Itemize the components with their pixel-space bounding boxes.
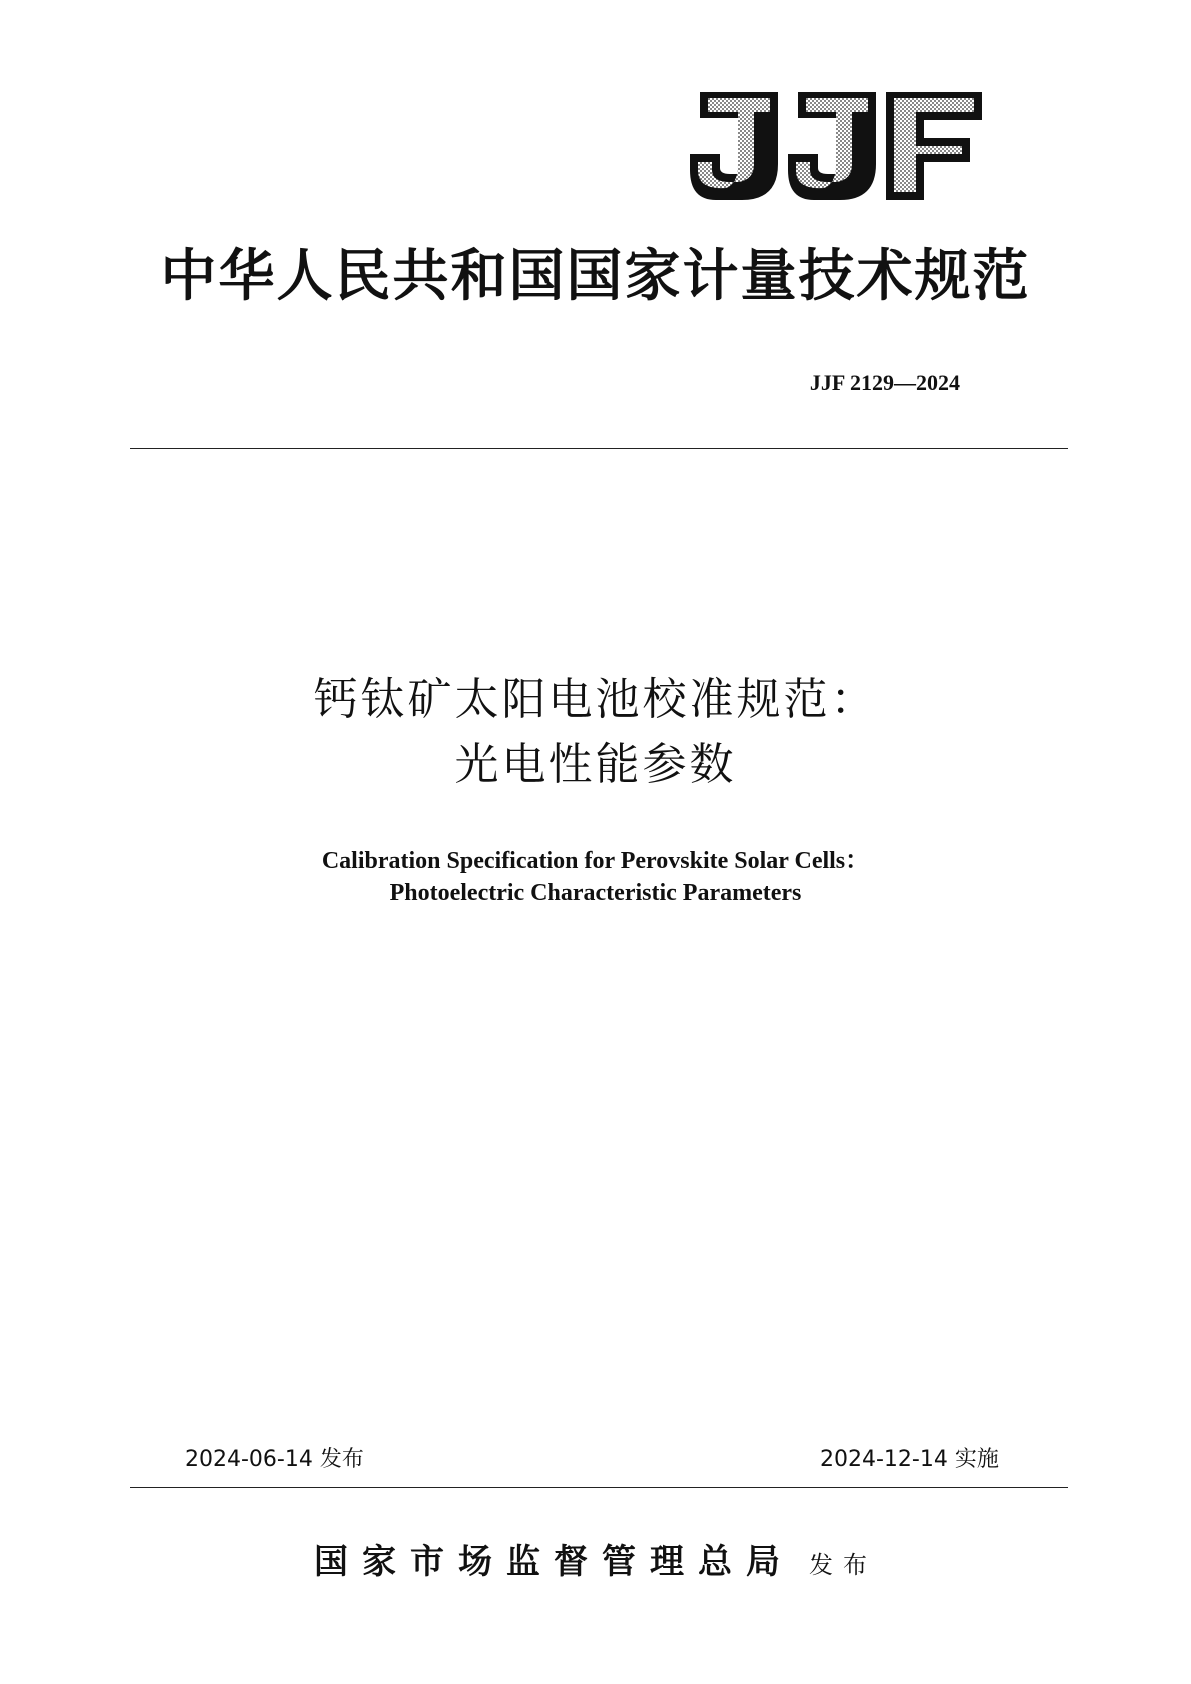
english-title-line-1: Calibration Specification for Perovskite Solar Cells： — [321, 848, 870, 874]
english-title-line-2: Photoelectric Characteristic Parameters — [389, 880, 802, 906]
issue-date: 2024-06-14 发布 — [185, 1447, 364, 1472]
issuer — [0, 1534, 1191, 1583]
national-title: 中华人民共和国国家计量技术规范 — [160, 243, 1031, 309]
chinese-title-line-2: 光电性能参数 — [454, 739, 737, 790]
top-divider — [130, 448, 1068, 449]
standard-code: JJF 2129—2024 — [809, 370, 960, 395]
chinese-title-line-1: 钙钛矿太阳电池校准规范： — [313, 674, 878, 725]
jjf-logo-icon — [686, 88, 986, 208]
implementation-date: 2024-12-14 实施 — [820, 1447, 999, 1472]
bottom-divider — [130, 1487, 1068, 1488]
issuer-suffix: 发布 — [809, 1551, 878, 1579]
issuer-name: 国家市场监督管理总局 — [313, 1542, 794, 1582]
